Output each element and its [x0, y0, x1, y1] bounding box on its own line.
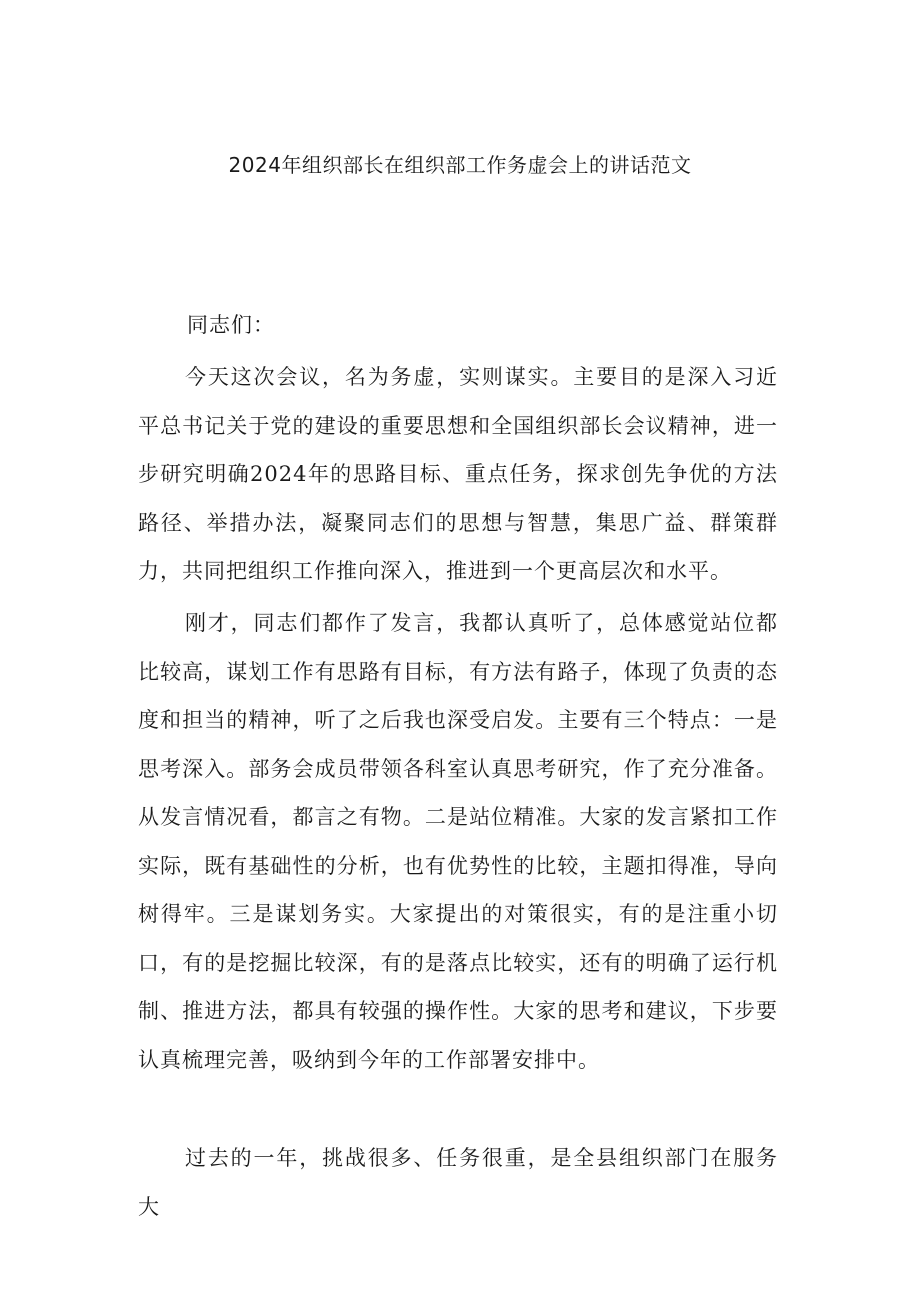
paragraph-speech-review: 刚才，同志们都作了发言，我都认真听了，总体感觉站位都比较高，谋划工作有思路有目标，有方法有路子，体现了负责的态度和担当的精神，听了之后我也深受启发。主要有三个特点：一是思考深入。部务会成员带领各科室认真思考研究，作了充分准备。从发言情况看，都言之有物。二是站位精准。大家的发言紧扣工作实际，既有基础性的分析，也有优势性的比较，主题扣得准，导向树得牢。三是谋划务实。大家提出的对策很实，有的是注重小切口，有的是挖掘比较深，有的是落点比较实，还有的明确了运行机制、推进方法，都具有较强的操作性。大家的思考和建议，下步要认真梳理完善，吸纳到今年的工作部署安排中。	[138, 611, 778, 1072]
paragraph-meeting-purpose: 今天这次会议，名为务虚，实则谋实。主要目的是深入习近平总书记关于党的建设的重要思想和全国组织部长会议精神，进一步研究明确2024年的思路目标、重点任务，探求创先争优的方法路径、举措办法，凝聚同志们的思想与智慧，集思广益、群策群力，共同把组织工作推向深入，推进到一个更高层次和水平。	[138, 365, 778, 583]
paragraph-past-year: 过去的一年，挑战很多、任务很重，是全县组织部门在服务大	[138, 1146, 778, 1219]
salutation: 同志们：	[187, 313, 275, 337]
document-title: 2024年组织部长在组织部工作务虚会上的讲话范文	[228, 153, 692, 177]
